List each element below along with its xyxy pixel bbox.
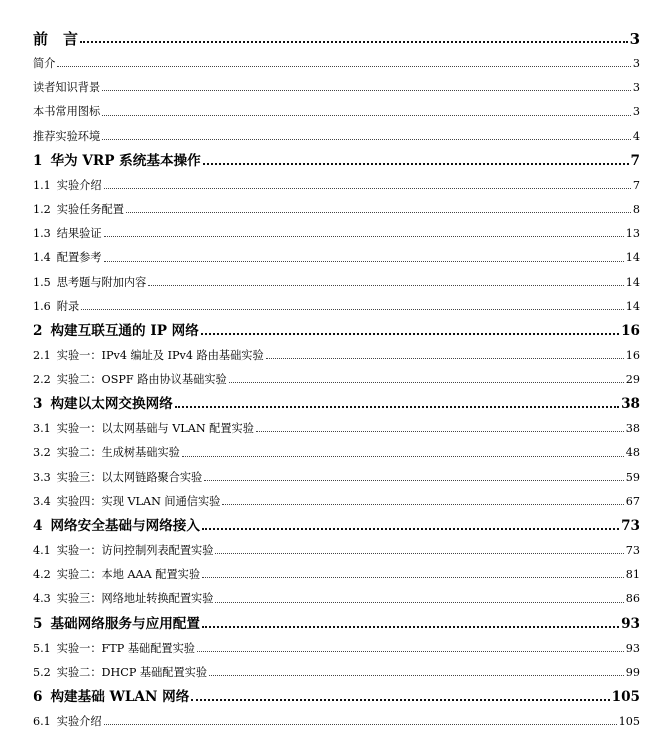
toc-section-entry[interactable] <box>33 539 640 563</box>
toc-section-entry[interactable] <box>33 637 640 661</box>
toc-page-number: 86 <box>625 592 640 606</box>
toc-entry-number: 5.1 <box>33 641 51 655</box>
toc-page-number: 14 <box>625 251 640 265</box>
toc-section-entry[interactable] <box>33 100 640 124</box>
toc-entry-number: 3 <box>33 396 43 413</box>
toc-page-number: 73 <box>625 544 640 557</box>
toc-dot-leader <box>203 162 629 165</box>
toc-section-entry[interactable] <box>33 246 640 270</box>
toc-section-entry[interactable] <box>33 125 640 149</box>
toc-page-number: 3 <box>632 105 640 119</box>
toc-dot-leader <box>104 187 631 189</box>
toc-page-number: 3 <box>632 81 640 95</box>
toc-entry-label: 实验二：本地 AAA 配置实验 <box>56 568 201 582</box>
toc-entry-label: 实验二：DHCP 基础配置实验 <box>56 665 208 679</box>
toc-section-entry[interactable] <box>33 417 640 441</box>
toc-dot-leader <box>215 552 623 554</box>
toc-entry-number: 3.3 <box>33 470 51 484</box>
toc-entry-number: 2.1 <box>33 348 51 362</box>
toc-page-number: 29 <box>625 373 640 387</box>
toc-entry-number: 1.5 <box>33 275 51 289</box>
toc-entry-label: 配置参考 <box>56 251 102 265</box>
toc-entry-number: 2 <box>33 322 43 339</box>
toc-dot-leader <box>148 284 623 286</box>
toc-entry-label: 构建以太网交换网络 <box>50 396 173 413</box>
toc-section-entry[interactable] <box>33 76 640 100</box>
toc-chapter-entry[interactable] <box>33 392 640 417</box>
toc-entry-label: 实验三：以太网链路聚合实验 <box>56 470 203 484</box>
toc-dot-leader <box>215 601 623 603</box>
toc-page-number: 105 <box>611 688 640 705</box>
toc-entry-label: 本书常用图标 <box>33 105 101 119</box>
toc-dot-leader <box>201 332 619 335</box>
toc-entry-number: 1.1 <box>33 178 51 192</box>
toc-entry-number: 4 <box>33 518 43 534</box>
toc-entry-number: 3.4 <box>33 494 51 508</box>
toc-page-number: 7 <box>630 152 640 169</box>
toc-entry-number: 3.1 <box>33 422 51 436</box>
toc-entry-number: 1.2 <box>33 202 51 216</box>
toc-section-entry[interactable] <box>33 661 640 685</box>
toc-dot-leader <box>202 576 624 578</box>
toc-section-entry[interactable] <box>33 174 640 198</box>
toc-page-number: 73 <box>621 518 640 534</box>
toc-entry-number: 5.2 <box>33 665 51 679</box>
toc-dot-leader <box>81 308 624 310</box>
toc-dot-leader <box>57 65 630 67</box>
toc-chapter-entry[interactable] <box>33 514 640 539</box>
toc-entry-number: 4.3 <box>33 592 51 606</box>
toc-entry-number: 1 <box>33 152 43 169</box>
toc-section-entry[interactable] <box>33 466 640 490</box>
toc-dot-leader <box>102 89 631 91</box>
toc-entry-label: 实验一：FTP 基础配置实验 <box>56 641 195 655</box>
toc-dot-leader <box>256 430 624 432</box>
toc-entry-number: 1.3 <box>33 227 51 241</box>
toc-page-number: 67 <box>625 494 640 508</box>
toc-page-number: 93 <box>621 615 640 632</box>
toc-page-number: 99 <box>625 665 640 679</box>
toc-entry-number: 6 <box>33 688 43 705</box>
toc-chapter-entry[interactable] <box>33 685 640 710</box>
toc-page-number: 16 <box>621 322 640 339</box>
toc-page-number: 38 <box>621 396 640 413</box>
toc-page-number: 8 <box>632 202 640 216</box>
toc-entry-label: 构建互联互通的 IP 网络 <box>50 322 199 339</box>
toc-dot-leader <box>102 138 631 140</box>
toc-entry-number: 5 <box>33 615 43 632</box>
toc-entry-label: 推荐实验环境 <box>33 129 101 143</box>
toc-page-number: 93 <box>625 641 640 655</box>
toc-entry-label: 简介 <box>33 57 56 70</box>
toc-dot-leader <box>175 405 619 408</box>
toc-dot-leader <box>102 114 631 116</box>
toc-entry-number: 2.2 <box>33 373 51 387</box>
toc-entry-label: 实验任务配置 <box>56 202 124 216</box>
toc-dot-leader <box>104 723 617 725</box>
toc-entry-label: 实验介绍 <box>56 178 102 192</box>
toc-dot-leader <box>191 698 609 701</box>
toc-entry-number: 1.4 <box>33 251 51 265</box>
toc-entry-number: 1.6 <box>33 299 51 313</box>
toc-entry-label: 实验一：访问控制列表配置实验 <box>56 544 214 557</box>
toc-entry-label: 实验四：实现 VLAN 间通信实验 <box>56 494 221 508</box>
toc-page-number: 105 <box>618 714 640 728</box>
toc-dot-leader <box>229 381 624 383</box>
toc-chapter-entry[interactable] <box>33 612 640 637</box>
toc-entry-label: 实验介绍 <box>56 714 102 728</box>
toc-entry-number: 4.2 <box>33 568 51 582</box>
toc-dot-leader <box>202 527 619 530</box>
toc-page-number: 16 <box>625 348 640 362</box>
toc-section-entry[interactable] <box>33 563 640 587</box>
toc-section-entry[interactable] <box>33 198 640 222</box>
toc-entry-label: 实验一：IPv4 编址及 IPv4 路由基础实验 <box>56 348 264 362</box>
toc-dot-leader <box>222 503 623 505</box>
toc-page-number: 4 <box>632 129 640 143</box>
toc-section-entry[interactable] <box>33 490 640 514</box>
toc-entry-number: 6.1 <box>33 714 51 728</box>
toc-dot-leader <box>182 455 624 457</box>
toc-dot-leader <box>104 235 624 237</box>
table-of-contents <box>33 26 640 734</box>
toc-dot-leader <box>204 479 624 481</box>
toc-entry-label: 构建基础 WLAN 网络 <box>50 688 190 705</box>
toc-entry-number: 4.1 <box>33 544 51 557</box>
toc-page-number: 59 <box>625 470 640 484</box>
toc-page-number: 48 <box>625 446 640 460</box>
toc-section-entry[interactable] <box>33 368 640 392</box>
toc-chapter-entry[interactable] <box>33 319 640 344</box>
toc-section-entry[interactable] <box>33 295 640 319</box>
toc-chapter-entry[interactable] <box>33 149 640 174</box>
toc-entry-label: 实验三：网络地址转换配置实验 <box>56 592 214 606</box>
toc-dot-leader <box>104 260 624 262</box>
toc-section-entry[interactable] <box>33 344 640 368</box>
toc-entry-label: 实验一：以太网基础与 VLAN 配置实验 <box>56 422 254 436</box>
toc-section-entry[interactable] <box>33 52 640 76</box>
toc-page-number: 3 <box>632 57 640 70</box>
toc-entry-label: 网络安全基础与网络接入 <box>50 518 200 534</box>
toc-page-number: 38 <box>625 422 640 436</box>
toc-entry-label: 附录 <box>56 299 80 313</box>
toc-dot-leader <box>80 40 628 43</box>
toc-section-entry[interactable] <box>33 710 640 734</box>
toc-page-number: 14 <box>625 275 640 289</box>
toc-page-number: 81 <box>625 568 640 582</box>
toc-entry-number: 3.2 <box>33 446 51 460</box>
toc-section-entry[interactable] <box>33 271 640 295</box>
toc-dot-leader <box>126 211 631 213</box>
toc-entry-label: 华为 VRP 系统基本操作 <box>50 152 201 169</box>
toc-entry-label: 前 言 <box>33 30 79 48</box>
toc-section-entry[interactable] <box>33 441 640 465</box>
toc-page-number: 3 <box>629 30 640 48</box>
toc-section-entry[interactable] <box>33 587 640 611</box>
toc-page-number: 14 <box>625 299 640 313</box>
toc-dot-leader <box>266 357 624 359</box>
toc-title-entry[interactable] <box>33 26 640 52</box>
toc-entry-label: 结果验证 <box>56 227 102 241</box>
toc-entry-label: 实验二：生成树基础实验 <box>56 446 180 460</box>
toc-dot-leader <box>202 625 619 628</box>
toc-page-number: 7 <box>632 178 640 192</box>
toc-entry-label: 基础网络服务与应用配置 <box>50 615 200 632</box>
toc-entry-label: 实验二：OSPF 路由协议基础实验 <box>56 373 227 387</box>
toc-page-number: 13 <box>625 227 640 241</box>
toc-dot-leader <box>197 650 624 652</box>
toc-entry-label: 思考题与附加内容 <box>56 275 147 289</box>
toc-entry-label: 读者知识背景 <box>33 81 101 95</box>
toc-dot-leader <box>209 674 624 676</box>
toc-section-entry[interactable] <box>33 222 640 246</box>
